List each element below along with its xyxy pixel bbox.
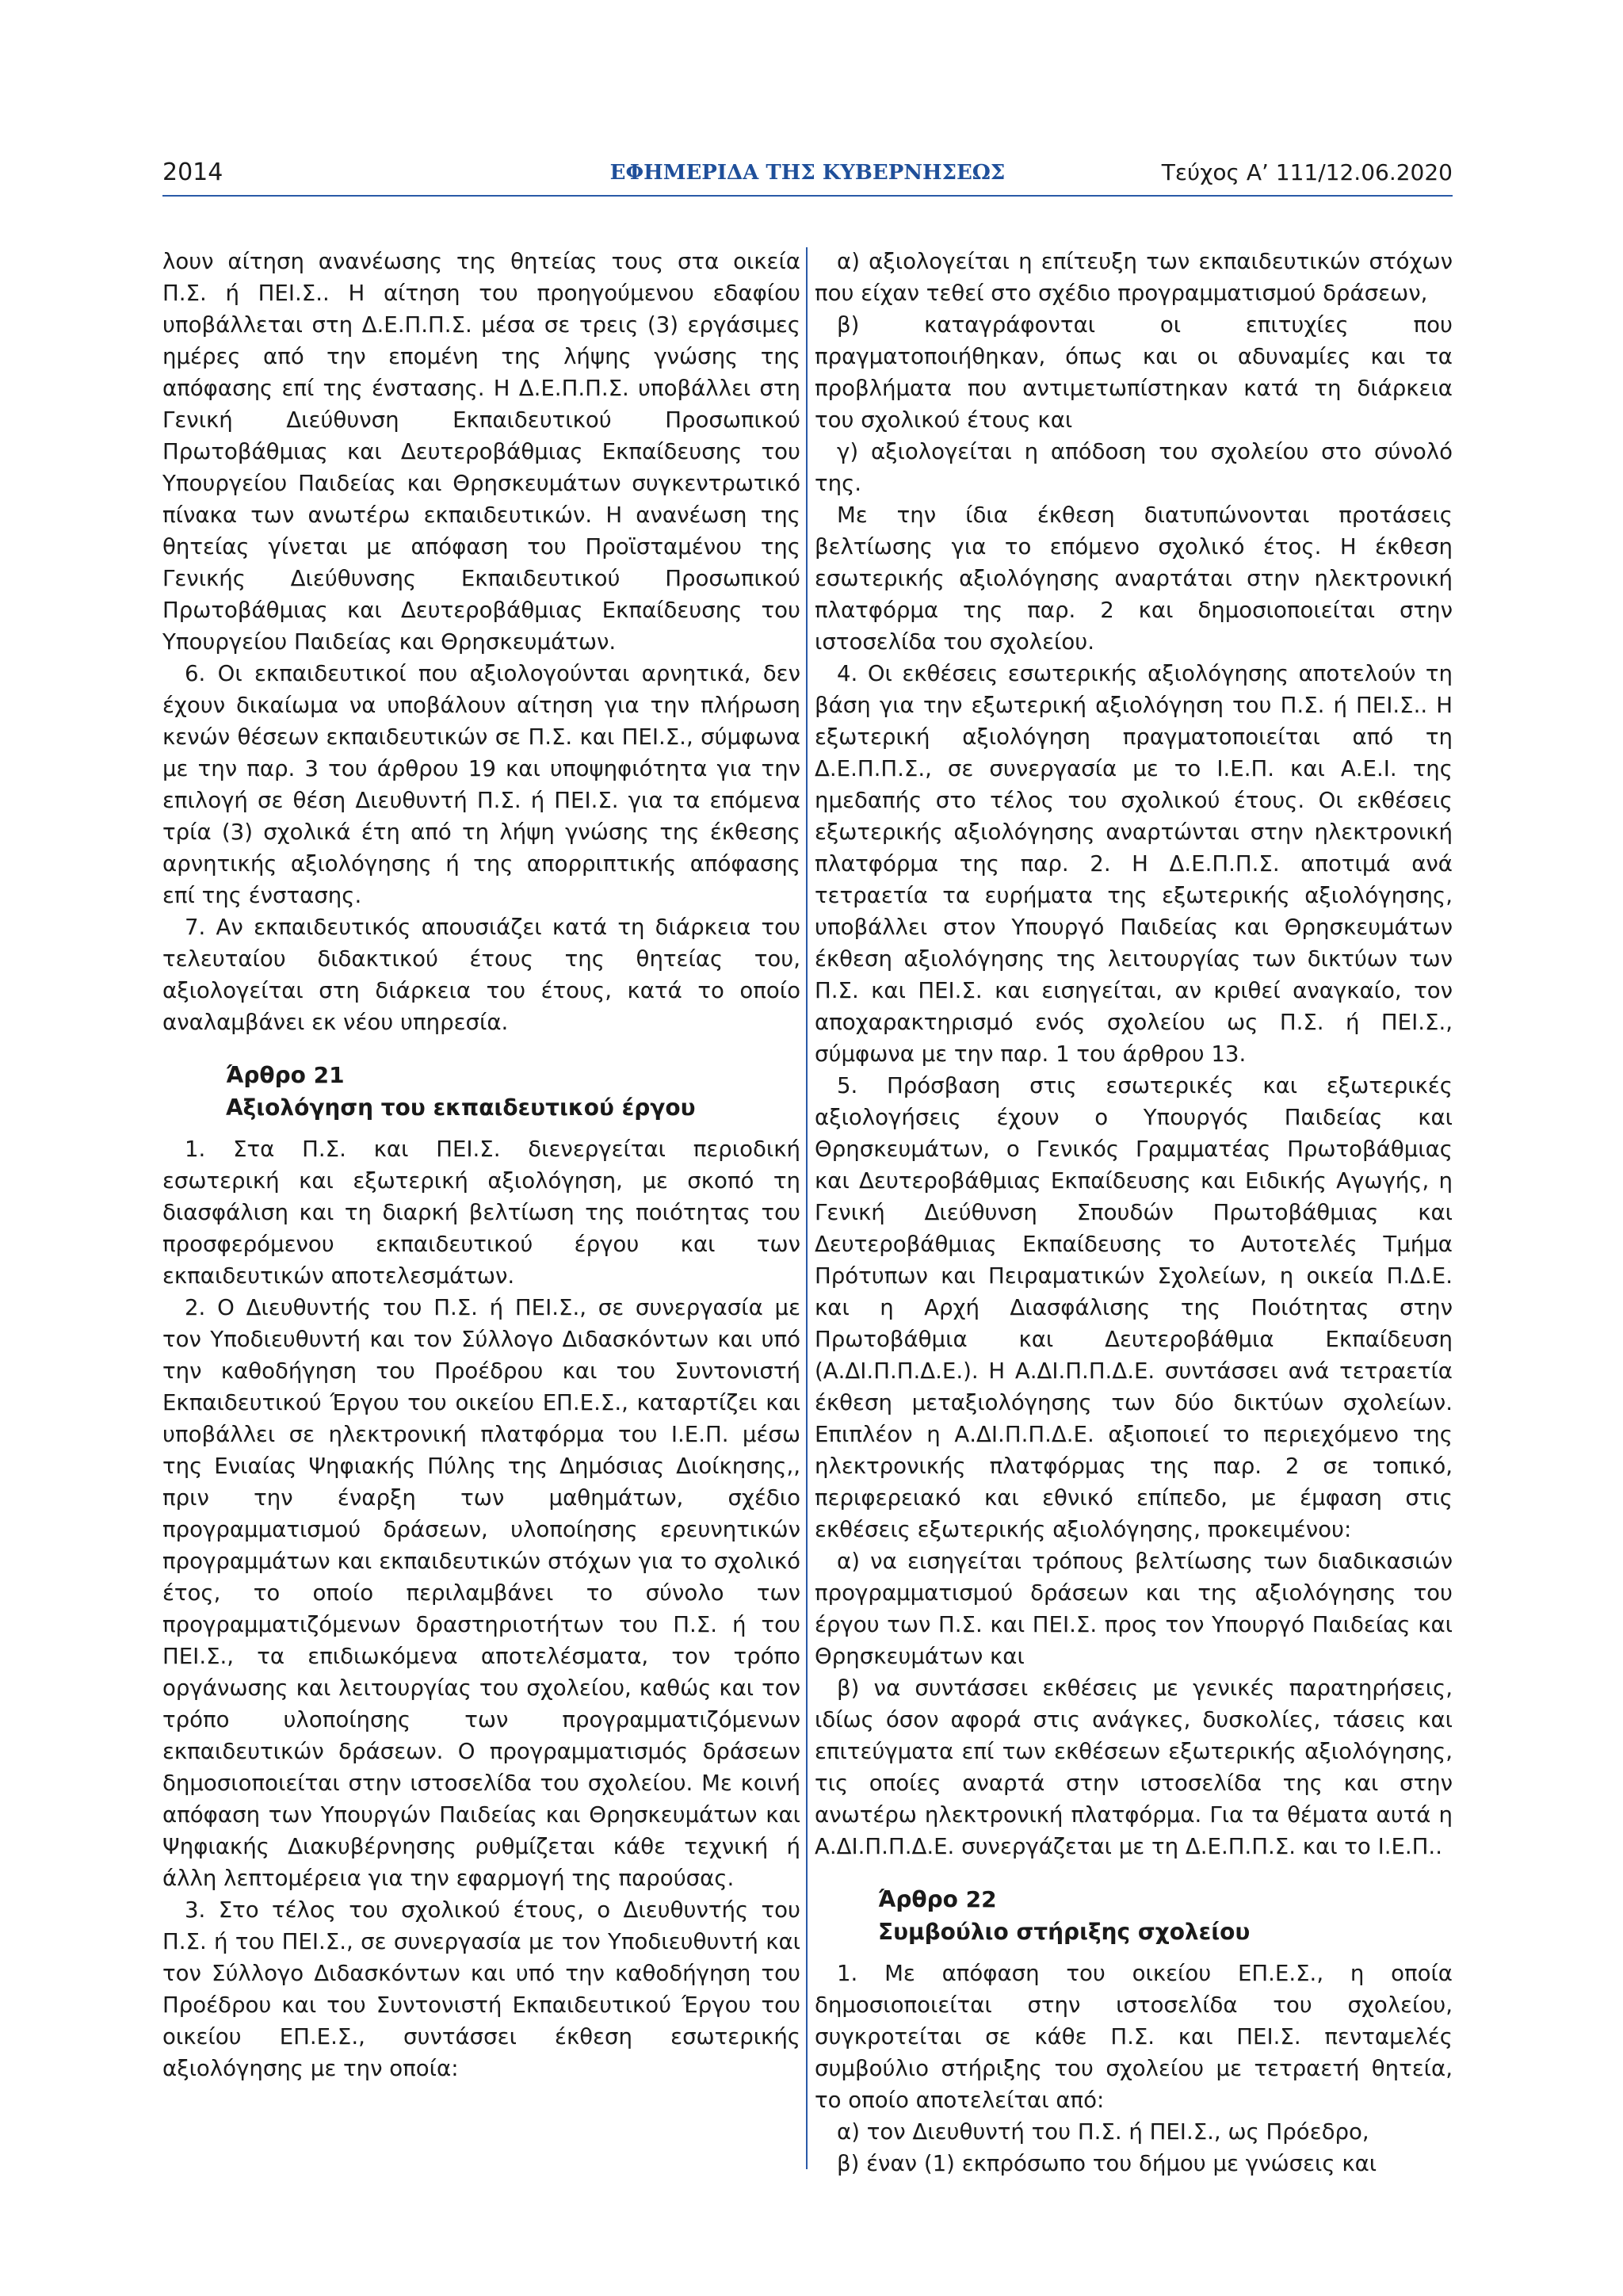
paragraph: 7. Αν εκπαιδευτικός απουσιάζει κατά τη διάρκεια του τελευταίου διδακτικού έτους της θητείας του, αξιολογείται στη διάρκεια του έτους, κατά το οποίο αναλαμβάνει εκ νέου υπηρεσία. <box>162 914 800 1035</box>
paragraph: 1. Με απόφαση του οικείου ΕΠ.Ε.Σ., η οποία δημοσιοποιείται στην ιστοσελίδα του σχολείου, συγκροτείται σε κάθε Π.Σ. και ΠΕΙ.Σ. πενταμελές συμβούλιο στήριξης του σχολείου με τετραετή θητεία, το οποίο αποτελείται από: <box>815 1960 1453 2113</box>
article-22-heading <box>815 1883 1453 1948</box>
article-number: Άρθρο 22 <box>878 1886 997 1912</box>
article-number: Άρθρο 21 <box>226 1062 345 1088</box>
left-column <box>162 246 800 2179</box>
paragraph: β) έναν (1) εκπρόσωπο του δήμου με γνώσεις και <box>837 2150 1377 2176</box>
paragraph: Με την ίδια έκθεση διατυπώνονται προτάσεις βελτίωσης για το επόμενο σχολικό έτος. Η έκθεση εσωτερικής αξιολόγησης αναρτάται στην ηλεκτρονική πλατφόρμα της παρ. 2 και δημοσιοποιείται στην ιστοσελίδα του σχολείου. <box>815 502 1453 655</box>
header-rule <box>162 195 1453 197</box>
page-number: 2014 <box>162 159 223 186</box>
article-21-heading <box>162 1059 800 1124</box>
paragraph: γ) αξιολογείται η απόδοση του σχολείου στο σύνολό της. <box>815 438 1453 496</box>
column-divider <box>806 247 808 2169</box>
paragraph: α) να εισηγείται τρόπους βελτίωσης των διαδικασιών προγραμματισμού δράσεων και της αξιολόγησης του έργου των Π.Σ. και ΠΕΙ.Σ. προς τον Υπουργό Παιδείας και Θρησκευμάτων και <box>815 1548 1453 1669</box>
paragraph: 4. Οι εκθέσεις εσωτερικής αξιολόγησης αποτελούν τη βάση για την εξωτερική αξιολόγηση του Π.Σ. ή ΠΕΙ.Σ.. Η εξωτερική αξιολόγηση πραγματοποιείται από τη Δ.Ε.Π.Π.Σ., σε συνεργασία με το Ι.Ε.Π. και Α.Ε.Ι. της ημεδαπής στο τέλος του σχολικού έτους. Οι εκθέσεις εξωτερικής αξιολόγησης αναρτώνται στην ηλεκτρονική πλατφόρμα της παρ. 2. Η Δ.Ε.Π.Π.Σ. αποτιμά ανά τετραετία τα ευρήματα της εξωτερικής αξιολόγησης, υποβάλλει στον Υπουργό Παιδείας και Θρησκευμάτων έκθεση αξιολόγησης της λειτουργίας των δικτύων των Π.Σ. και ΠΕΙ.Σ. και εισηγείται, αν κριθεί αναγκαίο, τον αποχαρακτηρισμό ενός σχολείου ως Π.Σ. ή ΠΕΙ.Σ., σύμφωνα με την παρ. 1 του άρθρου 13. <box>815 660 1453 1067</box>
paragraph: 1. Στα Π.Σ. και ΠΕΙ.Σ. διενεργείται περιοδική εσωτερική και εξωτερική αξιολόγηση, με σκοπό τη διασφάλιση και τη διαρκή βελτίωση της ποιότητας του προσφερόμενου εκπαιδευτικού έργου και των εκπαιδευτικών αποτελεσμάτων. <box>162 1136 800 1289</box>
paragraph: 2. Ο Διευθυντής του Π.Σ. ή ΠΕΙ.Σ., σε συνεργασία με τον Υποδιευθυντή και τον Σύλλογο Διδασκόντων και υπό την καθοδήγηση του Προέδρου και του Συντονιστή Εκπαιδευτικού Έργου του οικείου ΕΠ.Ε.Σ., καταρτίζει και υποβάλλει σε ηλεκτρονική πλατφόρμα του Ι.Ε.Π. μέσω της Ενιαίας Ψηφιακής Πύλης της Δημόσιας Διοίκησης,, πριν την έναρξη των μαθημάτων, σχέδιο προγραμματισμού δράσεων, υλοποίησης ερευνητικών προγραμμάτων και εκπαιδευτικών στόχων για το σχολικό έτος, το οποίο περιλαμβάνει το σύνολο των προγραμματιζόμενων δραστηριοτήτων του Π.Σ. ή του ΠΕΙ.Σ., τα επιδιωκόμενα αποτελέσματα, τον τρόπο οργάνωσης και λειτουργίας του σχολείου, καθώς και τον τρόπο υλοποίησης των προγραμματιζόμενων εκπαιδευτικών δράσεων. Ο προγραμματισμός δράσεων δημοσιοποιείται στην ιστοσελίδα του σχολείου. Με κοινή απόφαση των Υπουργών Παιδείας και Θρησκευμάτων και Ψηφιακής Διακυβέρνησης ρυθμίζεται κάθε τεχνική ή άλλη λεπτομέρεια για την εφαρμογή της παρούσας. <box>162 1294 800 1891</box>
paragraph: α) τον Διευθυντή του Π.Σ. ή ΠΕΙ.Σ., ως Πρόεδρο, <box>837 2118 1369 2145</box>
paragraph: α) αξιολογείται η επίτευξη των εκπαιδευτικών στόχων που είχαν τεθεί στο σχέδιο προγραμματισμού δράσεων, <box>815 248 1453 306</box>
paragraph: β) να συντάσσει εκθέσεις με γενικές παρατηρήσεις, ιδίως όσον αφορά στις ανάγκες, δυσκολίες, τάσεις και επιτεύγματα επί των εκθέσεων εξωτερικής αξιολόγησης, τις οποίες αναρτά στην ιστοσελίδα της και στην ανωτέρω ηλεκτρονική πλατφόρμα. Για τα θέματα αυτά η Α.ΔΙ.Π.Π.Δ.Ε. συνεργάζεται με τη Δ.Ε.Π.Π.Σ. και το Ι.Ε.Π.. <box>815 1675 1453 1859</box>
issue-reference: Τεύχος Α’ 111/12.06.2020 <box>1161 159 1453 185</box>
page-header <box>162 157 1453 198</box>
paragraph: 6. Οι εκπαιδευτικοί που αξιολογούνται αρνητικά, δεν έχουν δικαίωμα να υποβάλουν αίτηση για την πλήρωση κενών θέσεων εκπαιδευτικών σε Π.Σ. και ΠΕΙ.Σ., σύμφωνα με την παρ. 3 του άρθρου 19 και υποψηφιότητα για την επιλογή σε θέση Διευθυντή Π.Σ. ή ΠΕΙ.Σ. για τα επόμενα τρία (3) σχολικά έτη από τη λήψη γνώσης της έκθεσης αρνητικής αξιολόγησης ή της απορριπτικής απόφασης επί της ένστασης. <box>162 660 800 908</box>
article-title: Συμβούλιο στήριξης σχολείου <box>878 1919 1251 1945</box>
right-column <box>815 246 1453 2179</box>
paragraph: 3. Στο τέλος του σχολικού έτους, ο Διευθυντής του Π.Σ. ή του ΠΕΙ.Σ., σε συνεργασία με τον Υποδιευθυντή και τον Σύλλογο Διδασκόντων και υπό την καθοδήγηση του Προέδρου και του Συντονιστή Εκπαιδευτικού Έργου του οικείου ΕΠ.Ε.Σ., συντάσσει έκθεση εσωτερικής αξιολόγησης με την οποία: <box>162 1897 800 2081</box>
paragraph: λουν αίτηση ανανέωσης της θητείας τους στα οικεία Π.Σ. ή ΠΕΙ.Σ.. Η αίτηση του προηγούμενου εδαφίου υποβάλλεται στη Δ.Ε.Π.Π.Σ. μέσα σε τρεις (3) εργάσιμες ημέρες από την επομένη της λήψης γνώσης της απόφασης επί της ένστασης. Η Δ.Ε.Π.Π.Σ. υποβάλλει στη Γενική Διεύθυνση Εκπαιδευτικού Προσωπικού Πρωτοβάθμιας και Δευτεροβάθμιας Εκπαίδευσης του Υπουργείου Παιδείας και Θρησκευμάτων συγκεντρωτικό πίνακα των ανωτέρω εκπαιδευτικών. Η ανανέωση της θητείας γίνεται με απόφαση του Προϊσταμένου της Γενικής Διεύθυνσης Εκπαιδευτικού Προσωπικού Πρωτοβάθμιας και Δευτεροβάθμιας Εκπαίδευσης του Υπουργείου Παιδείας και Θρησκευμάτων. <box>162 248 800 655</box>
paragraph: β) καταγράφονται οι επιτυχίες που πραγματοποιήθηκαν, όπως και οι αδυναμίες και τα προβλήματα που αντιμετωπίστηκαν κατά τη διάρκεια του σχολικού έτους και <box>815 311 1453 433</box>
gazette-title: ΕΦΗΜΕΡΙΔΑ ΤΗΣ ΚΥΒΕΡΝΗΣΕΩΣ <box>609 161 1006 185</box>
article-title: Αξιολόγηση του εκπαιδευτικού έργου <box>226 1095 696 1121</box>
paragraph: 5. Πρόσβαση στις εσωτερικές και εξωτερικές αξιολογήσεις έχουν ο Υπουργός Παιδείας και Θρησκευμάτων, ο Γενικός Γραμματέας Πρωτοβάθμιας και Δευτεροβάθμιας Εκπαίδευσης και Ειδικής Αγωγής, η Γενική Διεύθυνση Σπουδών Πρωτοβάθμιας και Δευτεροβάθμιας Εκπαίδευσης το Αυτοτελές Τμήμα Πρότυπων και Πειραματικών Σχολείων, η οικεία Π.Δ.Ε. και η Αρχή Διασφάλισης της Ποιότητας στην Πρωτοβάθμια και Δευτεροβάθμια Εκπαίδευση (Α.ΔΙ.Π.Π.Δ.Ε.). Η Α.ΔΙ.Π.Π.Δ.Ε. συντάσσει ανά τετραετία έκθεση μεταξιολόγησης των δύο δικτύων σχολείων. Επιπλέον η Α.ΔΙ.Π.Π.Δ.Ε. αξιοποιεί το περιεχόμενο της ηλεκτρονικής πλατφόρμας της παρ. 2 σε τοπικό, περιφερειακό και εθνικό επίπεδο, με έμφαση στις εκθέσεις εξωτερικής αξιολόγησης, προκειμένου: <box>815 1072 1453 1542</box>
